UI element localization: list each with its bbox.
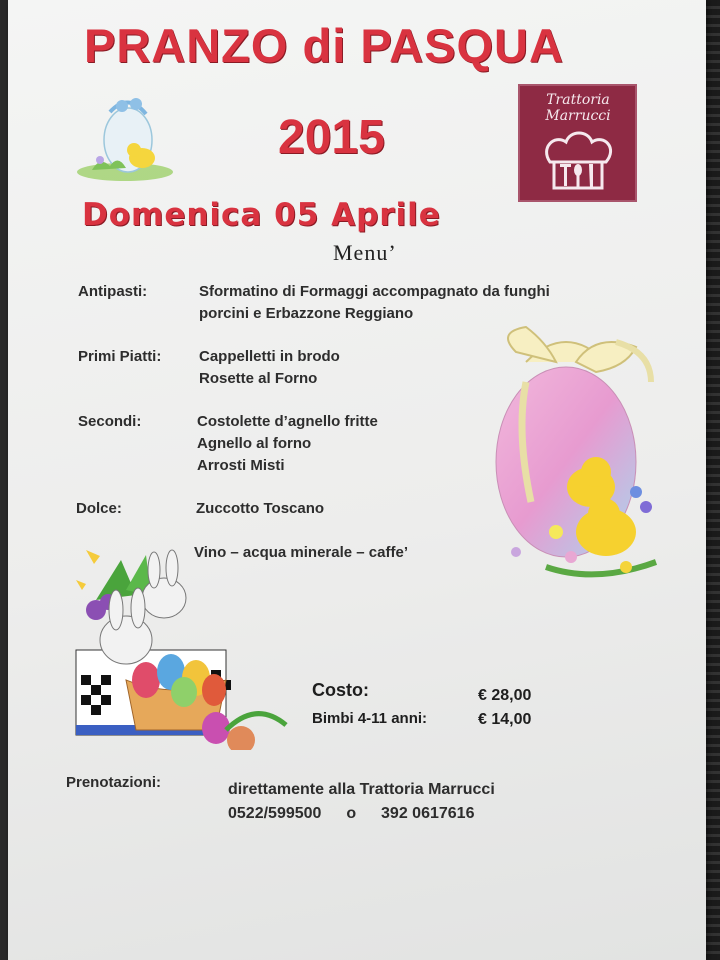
menu-poster [8,0,706,960]
chef-hat-cutlery-icon [540,128,616,194]
list-item: Rosette al Forno [199,370,318,387]
section-items-primi [199,346,340,390]
section-items-antipasti [199,281,550,325]
easter-egg-chick-illustration [70,92,180,187]
easter-egg-bow-chicks-illustration [486,322,666,592]
poster-title: PRANZO di PASQUA [84,19,564,72]
menu-heading: Menu’ [333,240,397,265]
poster-year: 2015 [278,111,385,164]
kids-price-value: € 14,00 [478,711,532,728]
logo-name-line2: Marrucci [545,108,611,124]
list-item: Zuccotto Toscano [196,500,325,517]
poster-date: Domenica 05 Aprile [82,197,441,233]
logo-name-line1: Trattoria [546,92,610,108]
phone-2: 392 0617616 [381,805,475,822]
bunnies-egg-basket-illustration [66,540,291,750]
section-label-dolce: Dolce: [76,500,122,517]
list-item: Costolette d’agnello fritte [197,413,378,430]
list-item: Cappelletti in brodo [199,348,340,365]
section-items-secondi [197,411,378,477]
section-label-primi: Primi Piatti: [78,348,162,365]
booking-phones [228,803,474,825]
section-label-secondi: Secondi: [78,413,142,430]
cost-label: Costo: [312,680,369,700]
cost-value: € 28,00 [478,687,532,704]
kids-price-label: Bimbi 4-11 anni: [312,710,428,727]
booking-line: direttamente alla Trattoria Marrucci [228,781,495,798]
list-item: Sformatino di Formaggi accompagnato da funghi [199,283,550,300]
phone-1: 0522/599500 [228,805,322,822]
section-label-antipasti: Antipasti: [78,283,148,300]
drinks-line: Vino – acqua minerale – caffe’ [194,544,408,561]
list-item: porcini e Erbazzone Reggiano [199,305,414,322]
list-item: Arrosti Misti [197,457,285,474]
trattoria-logo [518,84,637,202]
booking-label: Prenotazioni: [66,774,162,791]
section-items-dolce [196,498,324,520]
list-item: Agnello al forno [197,435,312,452]
phone-separator: o [346,805,357,822]
